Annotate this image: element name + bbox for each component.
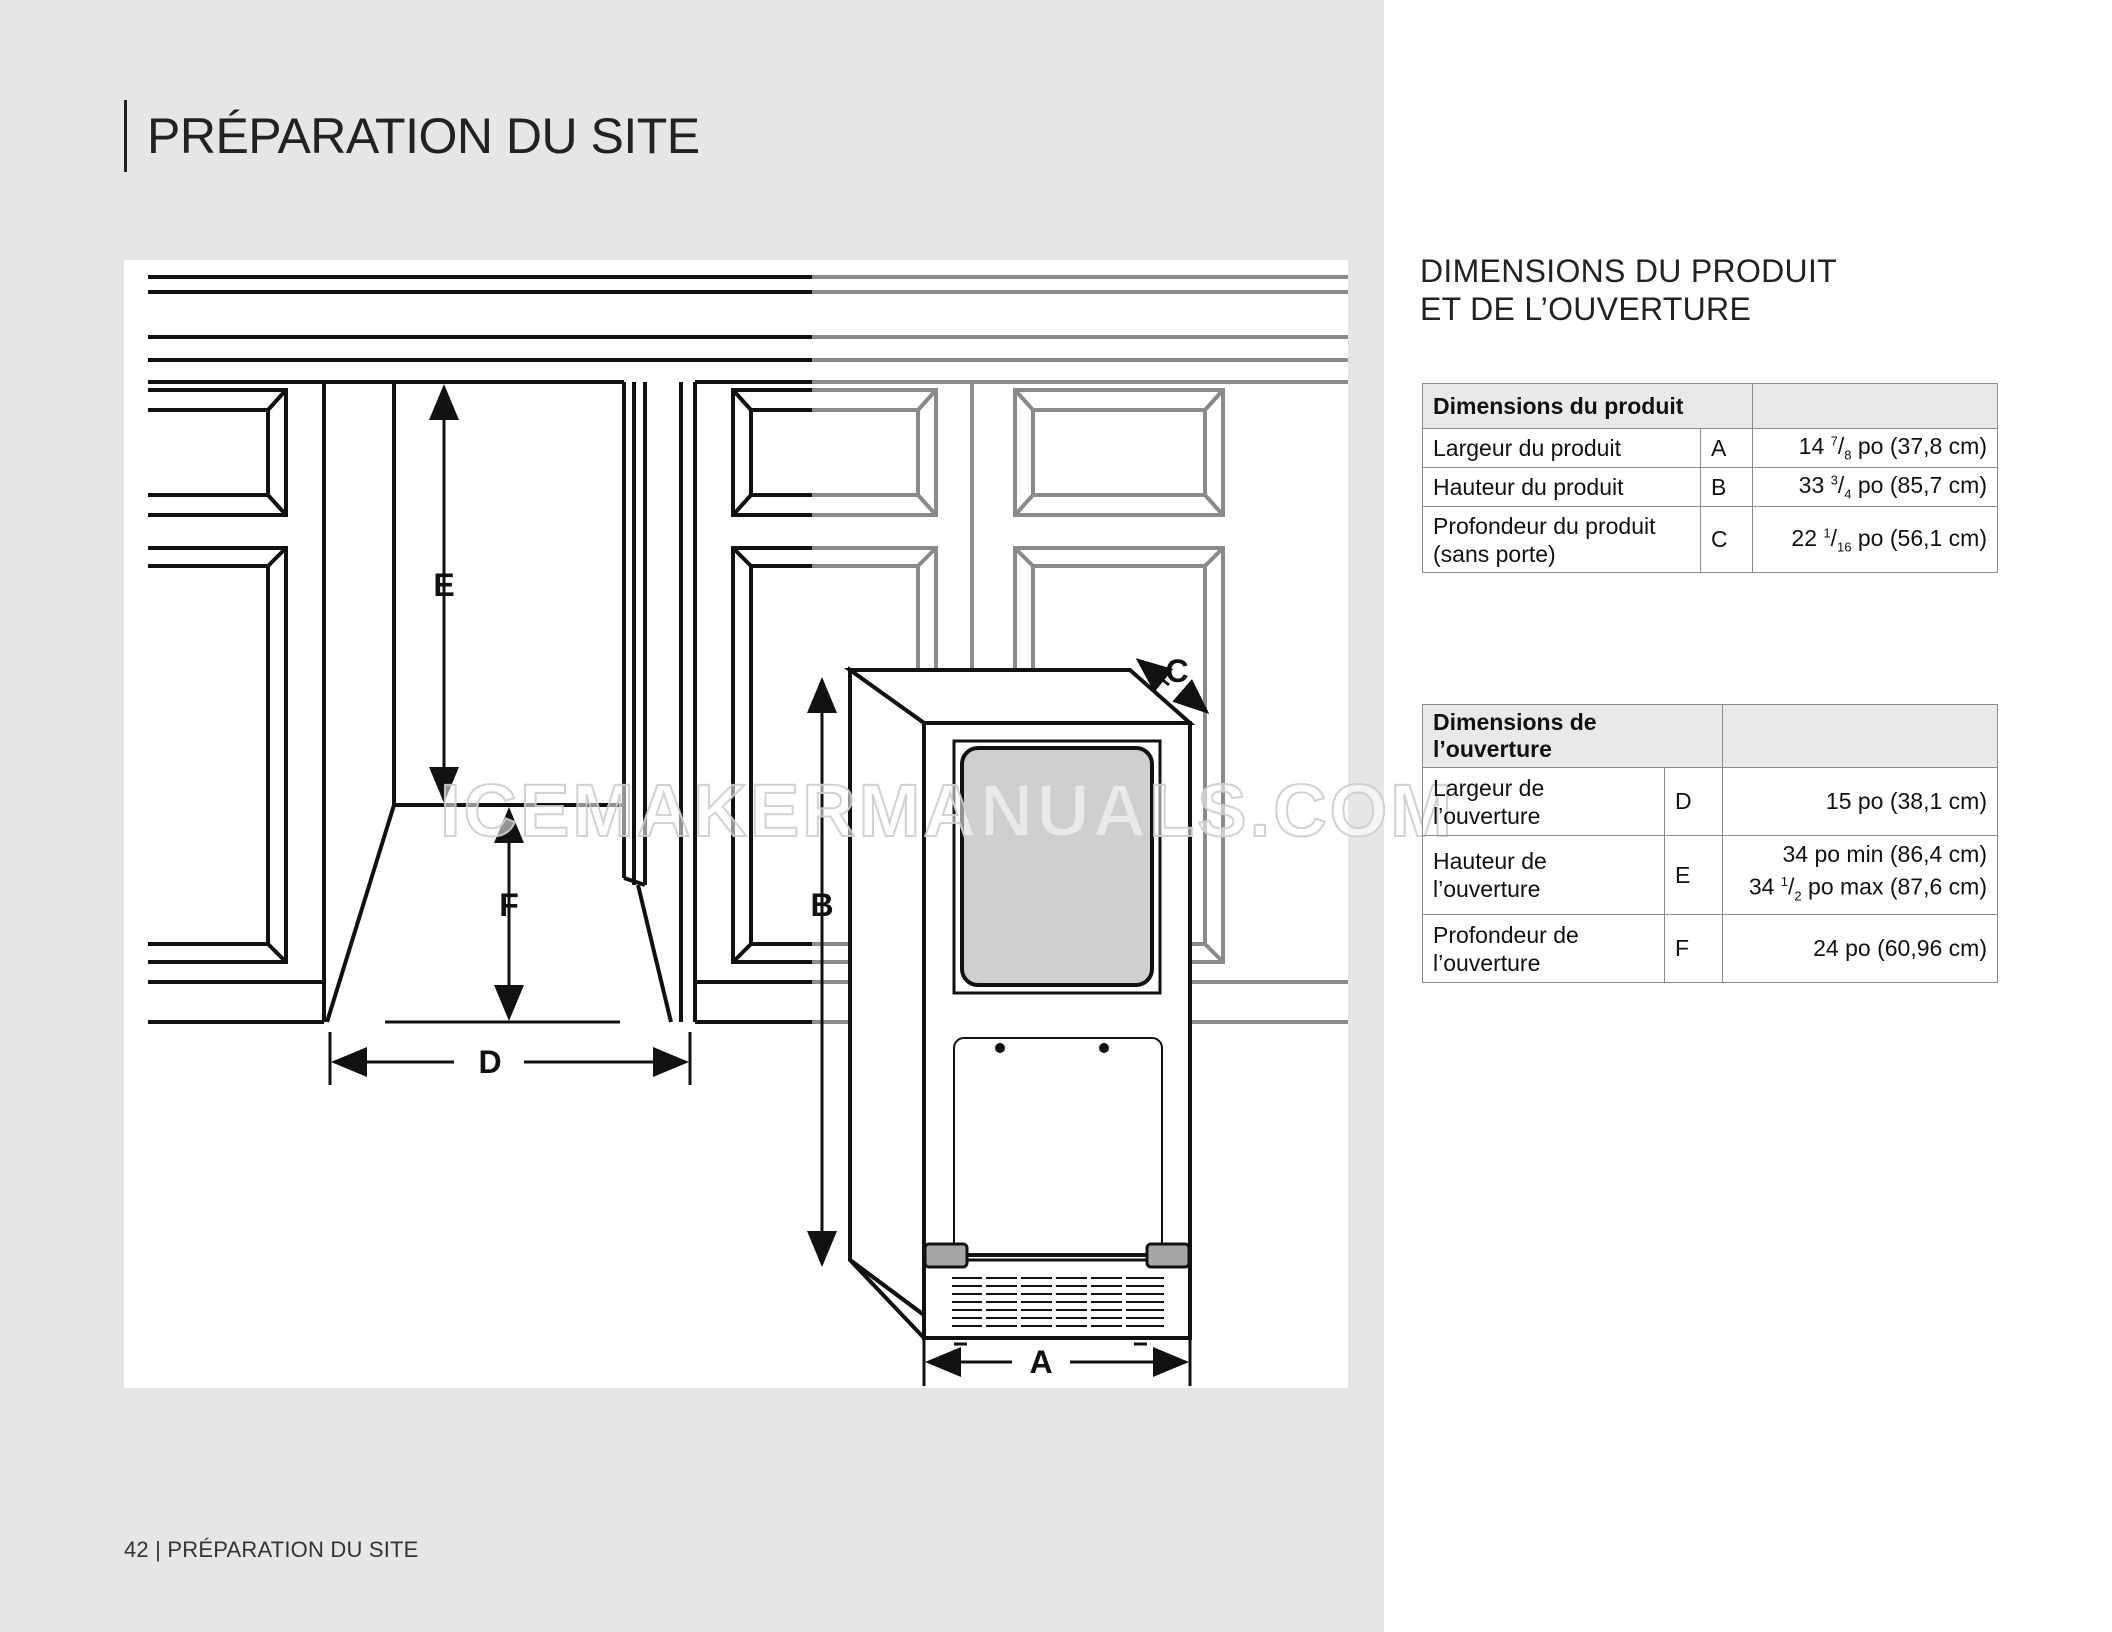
section-title [1420, 252, 1837, 328]
row-label [1423, 915, 1665, 983]
table-header-blank [1723, 705, 1998, 768]
row-letter: F [1665, 915, 1723, 983]
row-label-line1: Hauteur de [1433, 848, 1547, 875]
row-letter: D [1665, 768, 1723, 836]
row-label-line2: l’ouverture [1433, 802, 1541, 829]
fraction-numerator: 1 [1823, 525, 1831, 541]
right-cabinet-dark [695, 390, 812, 1022]
row-value: 24 po (60,96 cm) [1723, 915, 1998, 983]
table-header: Dimensions de l’ouverture [1423, 705, 1723, 768]
table-row [1423, 836, 1998, 915]
row-value: 14 $^7/_8$ po (37,8 cm) [1753, 429, 1998, 468]
value-whole: 22 [1791, 524, 1818, 551]
row-label-line2: (sans porte) [1433, 540, 1556, 567]
row-label [1423, 836, 1665, 915]
row-label-line1: Profondeur de [1433, 921, 1579, 948]
value-line2: 34 $^1/_2$ po max (87,6 cm) [1748, 873, 1987, 904]
row-value: 33 $^3/_4$ po (85,7 cm) [1753, 468, 1998, 507]
row-value: 15 po (38,1 cm) [1723, 768, 1998, 836]
row-letter: E [1665, 836, 1723, 915]
countertop-lines [148, 277, 1348, 382]
watermark: ICEMAKERMANUALS.COM [440, 769, 1455, 852]
label-c: C [1165, 653, 1189, 689]
row-label [1423, 507, 1701, 573]
table-row [1423, 468, 1998, 507]
label-f: F [499, 887, 519, 923]
fraction-denominator: 16 [1837, 539, 1852, 555]
value-rest: po (85,7 cm) [1851, 472, 1987, 499]
value-whole: 34 [1748, 873, 1775, 900]
row-label-line1: Largeur de [1433, 774, 1545, 801]
section-title-line2: ET DE L’OUVERTURE [1420, 291, 1752, 327]
fraction-numerator: 7 [1830, 433, 1838, 449]
row-label-line2: l’ouverture [1433, 876, 1541, 903]
row-letter: C [1701, 507, 1753, 573]
label-b: B [810, 887, 834, 923]
label-d: D [478, 1044, 502, 1080]
row-label: Largeur du produit [1423, 429, 1701, 468]
left-cabinet [148, 382, 324, 1022]
table-row [1423, 768, 1998, 836]
fraction-numerator: 3 [1830, 472, 1838, 488]
value-line1: 34 po min (86,4 cm) [1782, 841, 1987, 867]
row-label [1423, 768, 1665, 836]
row-value [1723, 836, 1998, 915]
fraction-numerator: 1 [1780, 874, 1789, 889]
row-value: 22 $^1/_{16}$ po (56,1 cm) [1753, 507, 1998, 573]
table-header-blank [1753, 384, 1998, 429]
row-label-line1: Profondeur du produit [1433, 512, 1656, 539]
label-e: E [433, 567, 455, 603]
row-letter: B [1701, 468, 1753, 507]
page-title: PRÉPARATION DU SITE [124, 100, 700, 172]
value-rest: po max (87,6 cm) [1801, 873, 1987, 900]
row-label-line2: l’ouverture [1433, 949, 1541, 976]
page-footer: 42 | PRÉPARATION DU SITE [124, 1537, 419, 1562]
product-dimensions-table [1422, 383, 1998, 573]
value-whole: 33 [1798, 472, 1825, 499]
fraction-denominator: 4 [1844, 486, 1852, 502]
value-rest: po (56,1 cm) [1851, 524, 1987, 551]
table-header: Dimensions du produit [1423, 384, 1753, 429]
table-header-row [1423, 705, 1998, 768]
fraction-denominator: 2 [1794, 888, 1802, 904]
row-letter: A [1701, 429, 1753, 468]
value-whole: 14 [1798, 433, 1825, 460]
table-row [1423, 915, 1998, 983]
fraction-denominator: 8 [1844, 447, 1852, 463]
row-label: Hauteur du produit [1423, 468, 1701, 507]
section-title-line1: DIMENSIONS DU PRODUIT [1420, 253, 1837, 289]
table-row [1423, 507, 1998, 573]
opening-dimensions-table [1422, 704, 1998, 983]
value-rest: po (37,8 cm) [1851, 433, 1987, 460]
label-a: A [1029, 1344, 1053, 1380]
cabinet-opening [327, 382, 695, 1022]
table-header-row [1423, 384, 1998, 429]
table-row [1423, 429, 1998, 468]
